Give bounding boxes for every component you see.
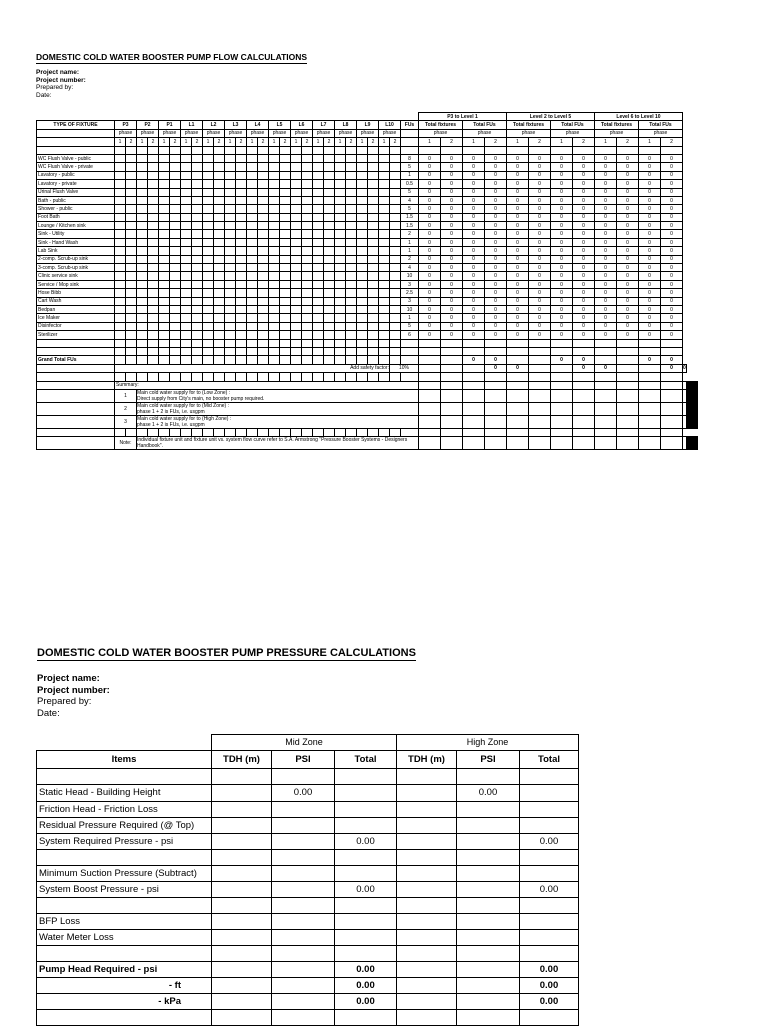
phase-label: phase [507,129,551,137]
total-fixtures-header: Total fixtures [419,121,463,129]
summary-line: Main cold water supply for to (Mid Zone) : [137,402,229,409]
fixture-name: Shower - public [37,205,115,213]
fixture-name: Sink - Hand Wash [37,238,115,246]
fixture-fu: 1 [401,238,419,246]
phase-number-row: 1 2 1 2 1 2 1 2 1 2 1 2 1 2 1 2 1 2 1 2 1 2 1 2 1 2 1 2 1 2 1 2 1 2 1 2 1 2 [37,138,698,146]
fixture-name: Lounge / Kitchen sink [37,222,115,230]
phase-label: phase [203,129,225,137]
note-text: Individual fixture unit and fixture unit vs. system flow curve refer to S.A. Armstrong "Pressure Booster Systems - Designers Handbook". [137,437,419,450]
summary-line: Direct supply from City's main, no booster pump required. [137,395,265,402]
fixture-row: Sterilizer 6 0 0 0 0 0 0 0 0 0 0 0 0 [37,331,698,339]
phase-row [37,129,698,137]
pressure-date: Date: [37,707,60,719]
summary-item [37,402,698,415]
level-header: L10 [379,121,401,129]
flow-title: DOMESTIC COLD WATER BOOSTER PUMP FLOW CALCULATIONS [36,52,308,62]
fixture-fu: 1 [401,171,419,179]
phase-label: phase [335,129,357,137]
fixture-row: Foot Bath 1.5 0 0 0 0 0 0 0 0 0 0 0 0 [37,213,698,221]
summary-line: Main cold water supply for to (High Zone) : [137,415,232,422]
phase-label: phase [463,129,507,137]
col-total-mid: Total [335,750,397,768]
fixture-row: Ice Maker 1 0 0 0 0 0 0 0 0 0 0 0 0 [37,314,698,322]
row-pump-head-kpa: - kPa 0.00 0.00 [37,993,579,1009]
fixture-row: Bath - public 4 0 0 0 0 0 0 0 0 0 0 0 0 [37,196,698,204]
summary-number: 2 [115,402,137,415]
row-static-head: Static Head - Building Height 0.00 0.00 [37,784,579,801]
fixture-row: Lounge / Kitchen sink 1.5 0 0 0 0 0 0 0 0 0 0 0 0 [37,222,698,230]
fixture-row: Shower - public 5 0 0 0 0 0 0 0 0 0 0 0 0 [37,205,698,213]
phase-label: phase [639,129,683,137]
level-header: L9 [357,121,379,129]
summary-line: Main cold water supply for to (Low Zone) : [137,389,231,396]
summary-item [37,389,698,402]
zone-header-row [37,113,698,121]
column-header-row [37,121,698,129]
zone-header: P3 to Level 1 [419,113,507,121]
phase-label: phase [247,129,269,137]
level-header: L3 [225,121,247,129]
fixture-fu: 5 [401,163,419,171]
pressure-project-info [37,673,110,719]
row-bfp-loss: BFP Loss [37,913,579,929]
fixture-row: Sink - Utility 2 0 0 0 0 0 0 0 0 0 0 0 0 [37,230,698,238]
col-psi-mid: PSI [272,750,335,768]
pressure-project-name: Project name: [37,673,100,684]
fixture-name: Sink - Utility [37,230,115,238]
row-pump-head-ft: - ft 0.00 0.00 [37,977,579,993]
fixture-fu: 3 [401,280,419,288]
phase-label: phase [595,129,639,137]
total-fus-header: Total FUs [551,121,595,129]
note-label: Note: [115,437,137,450]
fixture-row: 3-comp. Scrub-up sink 4 0 0 0 0 0 0 0 0 0 0 0 0 [37,264,698,272]
phase-label: phase [137,129,159,137]
row-system-boost: System Boost Pressure - psi 0.00 0.00 [37,881,579,897]
row-system-required: System Required Pressure - psi 0.00 0.00 [37,833,579,849]
fixture-row: Sink - Hand Wash 1 0 0 0 0 0 0 0 0 0 0 0 0 [37,238,698,246]
summary-number: 1 [115,389,137,402]
summary-text [137,415,419,428]
row-friction-head: Friction Head - Friction Loss [37,801,579,817]
level-header: P3 [115,121,137,129]
grand-total-label: Grand Total FUs [37,356,115,364]
fixture-name: Bedpan [37,305,115,313]
flow-date: Date: [36,91,52,99]
fixture-fu: 2 [401,230,419,238]
pressure-project-number: Project number: [37,684,110,696]
total-fixtures-header: Total fixtures [595,121,639,129]
summary-label-row [37,381,698,389]
fixture-name: 3-comp. Scrub-up sink [37,264,115,272]
fixture-name: WC Flush Valve - private [37,163,115,171]
summary-text [137,389,419,402]
row-pump-head-psi: Pump Head Required - psi 0.00 0.00 [37,961,579,977]
safety-factor-label: Add safety factor: [350,365,389,372]
fixture-name: Disinfector [37,322,115,330]
level-header: P1 [159,121,181,129]
fixture-name: WC Flush Valve - public [37,154,115,162]
fixture-name: Lab Sink [37,247,115,255]
mid-zone-header: Mid Zone [212,735,397,751]
fixture-fu: 5 [401,322,419,330]
row-residual-pressure: Residual Pressure Required (@ Top) [37,817,579,833]
fixture-row: 2-comp. Scrub-up sink 2 0 0 0 0 0 0 0 0 0 0 0 0 [37,255,698,263]
fixture-name: Hose Bibb [37,289,115,297]
fixture-row: Bedpan 10 0 0 0 0 0 0 0 0 0 0 0 0 [37,305,698,313]
phase-label: phase [551,129,595,137]
flow-project-name: Project name: [36,69,79,76]
col-tdh-high: TDH (m) [397,750,457,768]
phase-label: phase [269,129,291,137]
fixture-fu: 6 [401,331,419,339]
summary-label: Summary: [115,381,419,389]
fixture-fu: 10 [401,305,419,313]
safety-factor-row: Add safety factor: 10% 0 0 0 0 0 0 [37,364,698,372]
phase-label: phase [291,129,313,137]
fixture-name: 2-comp. Scrub-up sink [37,255,115,263]
level-header: L7 [313,121,335,129]
fixture-name: Bath - public [37,196,115,204]
phase-label: phase [159,129,181,137]
safety-factor-value: 10% [390,364,419,372]
col-psi-high: PSI [457,750,520,768]
note-row [37,437,698,450]
total-fus-header: Total FUs [463,121,507,129]
phase-label: phase [379,129,401,137]
fixture-row: Hose Bibb 2.5 0 0 0 0 0 0 0 0 0 0 0 0 [37,289,698,297]
level-header: L8 [335,121,357,129]
pressure-prepared-by: Prepared by: [37,696,92,707]
grand-total-row: Grand Total FUs 0 0 0 0 0 0 [37,356,698,364]
fixture-name: Clinic service sink [37,272,115,280]
level-header: L1 [181,121,203,129]
high-zone-header: High Zone [397,735,579,751]
fixture-name: Cart Wash [37,297,115,305]
phase-label: phase [313,129,335,137]
fixture-fu: 0.5 [401,180,419,188]
fixture-name: Foot Bath [37,213,115,221]
flow-project-number: Project number: [36,76,86,84]
phase-label: phase [181,129,203,137]
total-fus-header: Total FUs [639,121,683,129]
col-tdh-mid: TDH (m) [212,750,272,768]
flow-calculation-table [36,112,698,450]
fixture-row: Disinfector 5 0 0 0 0 0 0 0 0 0 0 0 0 [37,322,698,330]
phase-label: phase [419,129,463,137]
fixture-fu: 1 [401,247,419,255]
col-items: Items [37,750,212,768]
fixture-fu: 4 [401,264,419,272]
fixture-row: WC Flush Valve - public 8 0 0 0 0 0 0 0 0 0 0 0 0 [37,154,698,162]
fixture-name: Urinal Flush Valve [37,188,115,196]
fixture-row: Urinal Flush Valve 5 0 0 0 0 0 0 0 0 0 0 0 0 [37,188,698,196]
summary-line: phase 1 + 2 is FUs, i.e. usgpm [137,408,205,415]
row-min-suction: Minimum Suction Pressure (Subtract) [37,865,579,881]
fixture-fu: 5 [401,205,419,213]
row-water-meter-loss: Water Meter Loss [37,929,579,945]
fixture-row: Service / Mop sink 3 0 0 0 0 0 0 0 0 0 0 0 0 [37,280,698,288]
summary-number: 3 [115,415,137,428]
summary-line: phase 1 + 2 is FUs, i.e. usgpm [137,421,205,428]
fixture-row: Cart Wash 3 0 0 0 0 0 0 0 0 0 0 0 0 [37,297,698,305]
fixture-fu: 4 [401,196,419,204]
col-total-high: Total [520,750,579,768]
fixture-row: Clinic service sink 10 0 0 0 0 0 0 0 0 0 0 0 0 [37,272,698,280]
fixture-name: Ice Maker [37,314,115,322]
pressure-title: DOMESTIC COLD WATER BOOSTER PUMP PRESSURE CALCULATIONS [37,647,416,659]
fixture-row: Lavatory - private 0.5 0 0 0 0 0 0 0 0 0 0 0 0 [37,180,698,188]
fixture-fu: 10 [401,272,419,280]
level-header: L6 [291,121,313,129]
fixture-name: Service / Mop sink [37,280,115,288]
flow-prepared-by: Prepared by: [36,84,74,92]
phase-label: phase [225,129,247,137]
summary-item [37,415,698,428]
phase-label: phase [115,129,137,137]
fixture-fu: 1 [401,314,419,322]
fixture-fu: 1.5 [401,213,419,221]
zone-header: Level 2 to Level 5 [507,113,595,121]
fixture-fu: 3 [401,297,419,305]
fixture-row: Lavatory - public 1 0 0 0 0 0 0 0 0 0 0 0 0 [37,171,698,179]
type-of-fixture-header: TYPE OF FIXTURE [37,121,115,129]
phase-label: phase [357,129,379,137]
fixture-row: Lab Sink 1 0 0 0 0 0 0 0 0 0 0 0 0 [37,247,698,255]
fixture-fu: 8 [401,154,419,162]
total-fixtures-header: Total fixtures [507,121,551,129]
level-header: P2 [137,121,159,129]
fixture-row: WC Flush Valve - private 5 0 0 0 0 0 0 0 0 0 0 0 0 [37,163,698,171]
level-header: L2 [203,121,225,129]
pressure-calculation-table [36,734,579,1026]
fixture-name: Lavatory - public [37,171,115,179]
fixture-name: Sterilizer [37,331,115,339]
fus-header: FUs [401,121,419,129]
level-header: L4 [247,121,269,129]
fixture-name: Lavatory - private [37,180,115,188]
fixture-fu: 2 [401,255,419,263]
flow-project-info [36,69,86,99]
level-header: L5 [269,121,291,129]
summary-text [137,402,419,415]
zone-header: Level 6 to Level 10 [595,113,683,121]
fixture-fu: 2.5 [401,289,419,297]
fixture-fu: 5 [401,188,419,196]
fixture-fu: 1.5 [401,222,419,230]
